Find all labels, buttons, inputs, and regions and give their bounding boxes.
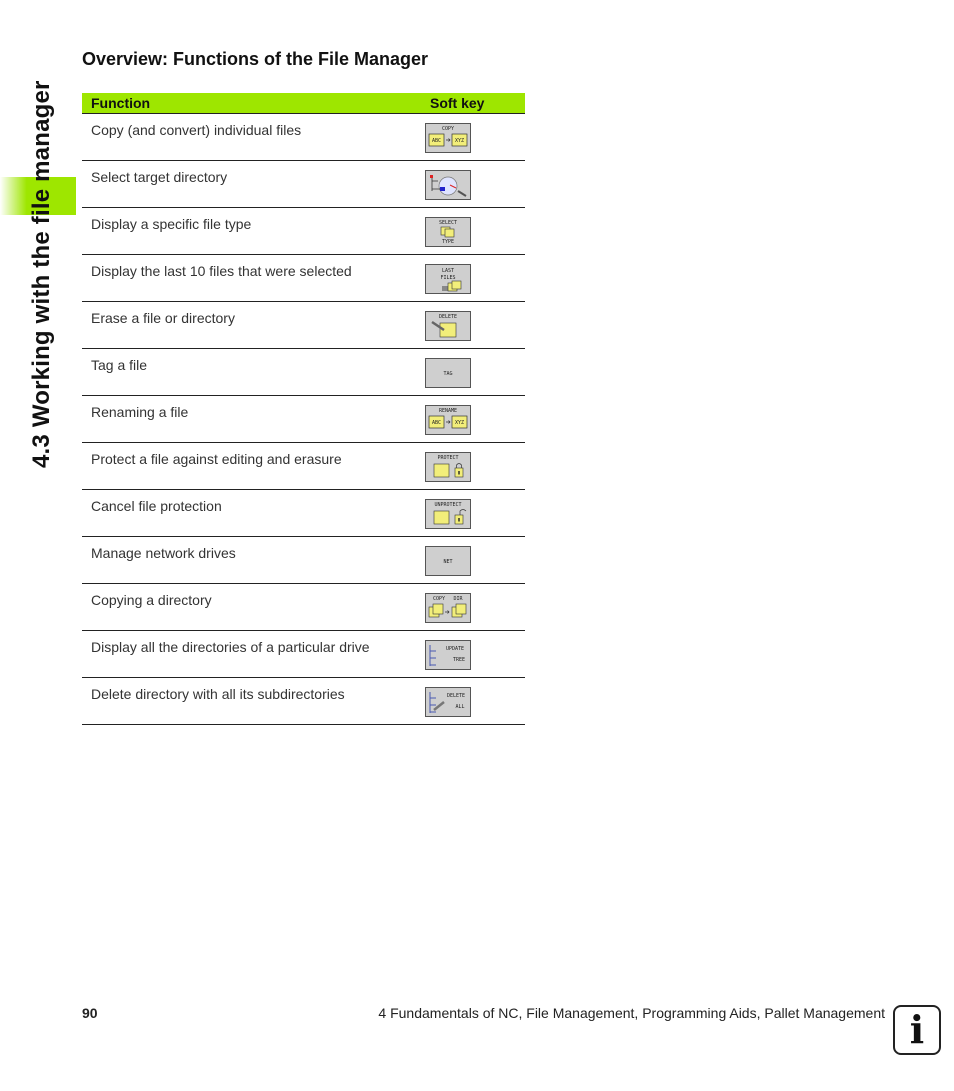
- page-number: 90: [82, 1005, 98, 1021]
- function-cell: Erase a file or directory: [82, 302, 424, 349]
- softkey-label: ABC: [431, 138, 442, 144]
- table-row: [82, 631, 525, 678]
- softkey-label: DIR: [453, 596, 463, 602]
- table-header-row: [82, 93, 525, 114]
- function-column-header: Function: [82, 93, 424, 114]
- delete-softkey-icon: [425, 311, 471, 341]
- softkey-label: ABC: [431, 420, 442, 426]
- softkey-column-header: Soft key: [424, 93, 525, 114]
- table-row: [82, 678, 525, 725]
- table-row: [82, 349, 525, 396]
- softkey-label: TREE: [452, 657, 466, 663]
- softkey-label: SELECT: [438, 220, 458, 226]
- function-cell: Protect a file against editing and erasure: [82, 443, 424, 490]
- last-files-softkey-icon: [425, 264, 471, 294]
- softkey-label: ALL: [455, 704, 465, 710]
- function-cell: Copying a directory: [82, 584, 424, 631]
- softkey-label: PROTECT: [437, 455, 459, 461]
- softkey-label: UNPROTECT: [434, 502, 462, 508]
- protect-softkey-icon: [425, 452, 471, 482]
- table-row: [82, 208, 525, 255]
- function-cell: Tag a file: [82, 349, 424, 396]
- softkey-label: LAST: [441, 268, 455, 274]
- update-tree-softkey-icon: [425, 640, 471, 670]
- select-type-softkey-icon: [425, 217, 471, 247]
- function-cell: Display the last 10 files that were selected: [82, 255, 424, 302]
- table-row: [82, 490, 525, 537]
- softkey-label: TYPE: [441, 239, 455, 245]
- softkey-label: XYZ: [454, 138, 465, 144]
- table-row: [82, 161, 525, 208]
- table-row: [82, 302, 525, 349]
- function-cell: Cancel file protection: [82, 490, 424, 537]
- table-row: [82, 537, 525, 584]
- unprotect-softkey-icon: [425, 499, 471, 529]
- function-cell: Manage network drives: [82, 537, 424, 584]
- table-row: [82, 584, 525, 631]
- section-heading: Overview: Functions of the File Manager: [82, 49, 429, 69]
- softkey-label: FILES: [440, 275, 456, 281]
- softkey-label: UPDATE: [445, 646, 465, 652]
- info-icon-glyph: i: [909, 1007, 925, 1052]
- function-cell: Renaming a file: [82, 396, 424, 443]
- softkey-label: DELETE: [446, 693, 466, 699]
- copy-softkey-icon: [425, 123, 471, 153]
- softkey-label: NET: [443, 559, 453, 565]
- table-row: [82, 255, 525, 302]
- net-softkey-icon: [425, 546, 471, 576]
- chapter-side-title: 4.3 Working with the file manager: [28, 80, 55, 468]
- softkey-label: COPY: [432, 596, 446, 602]
- file-manager-functions-table: [82, 93, 525, 725]
- table-row: [82, 396, 525, 443]
- select-target-directory-softkey-icon: [425, 170, 471, 200]
- function-cell: Copy (and convert) individual files: [82, 114, 424, 161]
- table-row: [82, 114, 525, 161]
- softkey-label: DELETE: [438, 314, 458, 320]
- function-cell: Display a specific file type: [82, 208, 424, 255]
- function-cell: Select target directory: [82, 161, 424, 208]
- copy-dir-softkey-icon: [425, 593, 471, 623]
- softkey-label: RENAME: [438, 408, 458, 414]
- softkey-label: XYZ: [454, 420, 465, 426]
- tag-softkey-icon: [425, 358, 471, 388]
- table-row: [82, 443, 525, 490]
- footer-chapter-text: 4 Fundamentals of NC, File Management, Programming Aids, Pallet Management: [378, 1005, 885, 1021]
- softkey-label: COPY: [441, 126, 455, 132]
- rename-softkey-icon: [425, 405, 471, 435]
- softkey-label: TAG: [443, 371, 453, 377]
- function-cell: Delete directory with all its subdirectories: [82, 678, 424, 725]
- info-icon: [893, 1005, 941, 1055]
- delete-all-softkey-icon: [425, 687, 471, 717]
- function-cell: Display all the directories of a particular drive: [82, 631, 424, 678]
